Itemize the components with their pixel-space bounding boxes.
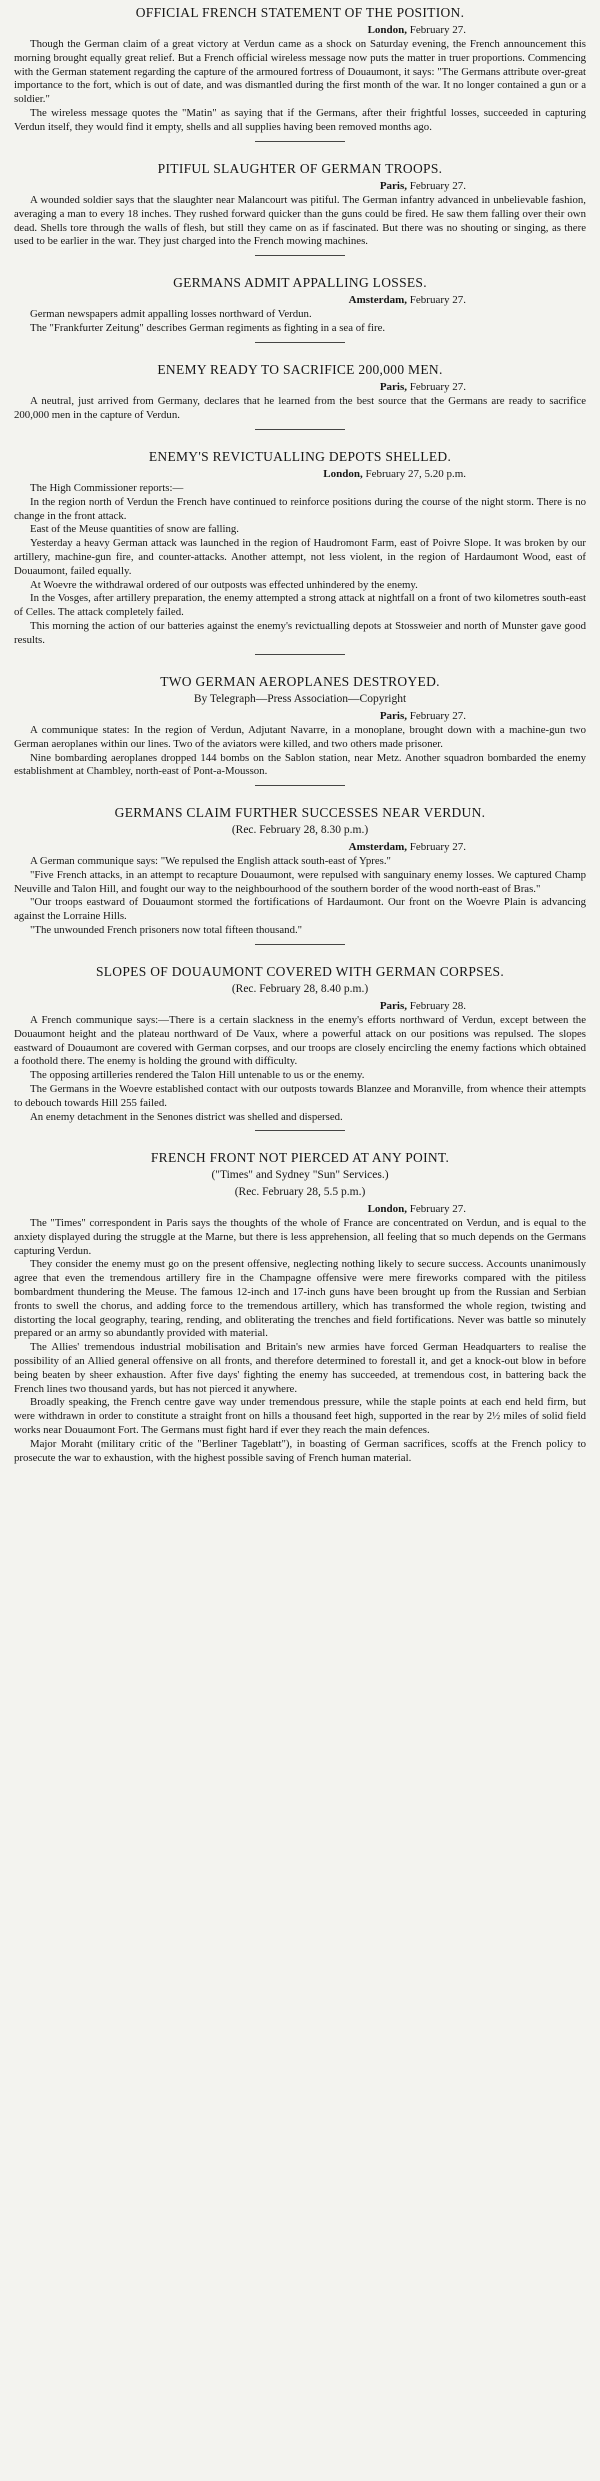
article [0,448,600,655]
article-paragraph: East of the Meuse quantities of snow are falling. [30,523,239,536]
separator-rule [255,429,345,430]
dateline [14,708,586,724]
article-paragraph: Major Moraht (military critic of the "Berliner Tageblatt"), in boasting of German sacrifices, scoffs at the French policy to prosecute the war to exhaustion, with the highest possible saving of French human material. [14,1437,586,1464]
dateline-city: Paris, [379,1000,408,1012]
dateline-date: February 28. [409,1000,466,1012]
article-headline: OFFICIAL FRENCH STATEMENT OF THE POSITION. [135,5,465,20]
dateline-date: February 27, 5.20 p.m. [365,468,466,480]
dateline-city: Paris, [379,180,408,192]
article-headline: PITIFUL SLAUGHTER OF GERMAN TROOPS. [157,161,443,176]
article-paragraph: Broadly speaking, the French centre gave way under tremendous pressure, while the staple points at each end held firm, but were withdrawn in order to constitute a straight front on hills a thousand feet high, supported in the rear by 2½ miles of solid field works near Douaumont Fort. The Germans must fight hard if ever they reach the main defences. [14,1396,586,1436]
article-paragraph: The wireless message quotes the "Matin" as saying that if the Germans, after their frightful losses, succeeded in capturing Verdun itself, they would find it empty, shells and all supplies having been removed months ago. [14,106,586,133]
article-paragraph: In the region north of Verdun the French have continued to reinforce positions during the course of the night storm. There is no change in the front attack. [14,495,586,522]
dateline-city: Amsterdam, [348,294,408,306]
article-headline: FRENCH FRONT NOT PIERCED AT ANY POINT. [150,1150,450,1165]
dateline [14,292,586,308]
dateline [14,1201,586,1217]
article-paragraph: They consider the enemy must go on the present offensive, neglecting nothing likely to secure success. Accounts unanimously agree that even the tremendous artillery fire in the Champagne offensive were mere fireworks compared with the pitiless bombardment thundering the Meuse. The famous 12-inch and 17-inch guns have been brought up from the Russian and Serbian fronts to swell the chorus, and adding force to the tremendous artillery, which has transformed the whole region, twisting and distorting the local geography, tearing, rending, and obliterating the trenches and field fortifications. Never was battle so minutely prepared or an army so abundantly provided with material. [14,1258,586,1340]
article-headline: GERMANS ADMIT APPALLING LOSSES. [173,275,427,290]
dateline [14,178,586,194]
separator-rule [255,1130,345,1131]
dateline-city: Amsterdam, [348,841,408,853]
dateline-date: February 27. [409,24,466,36]
separator-rule [255,141,345,142]
article-paragraph: A communique states: In the region of Verdun, Adjutant Navarre, in a monoplane, brought down with a machine-gun two German aeroplanes within our lines. Two of the aviators were killed, and two others made prisoner. [14,724,586,750]
dateline-date: February 27. [409,180,466,192]
separator-rule [255,255,345,256]
article-paragraph: "Five French attacks, in an attempt to recapture Douaumont, were repulsed with sanguinary enemy losses. We captured Champ Neuville and Talon Hill, and fought our way to the neighbourhood of the southern border of the wood north-east of Bras." [14,868,586,895]
article [0,963,600,1131]
dateline-city: London, [367,24,408,36]
article-paragraph: Nine bombarding aeroplanes dropped 144 bombs on the Sablon station, near Metz. Another squadron bombarded the enemy establishment at Chambley, north-east of Pont-a-Mousson. [14,751,586,778]
dateline-date: February 27. [409,294,466,306]
received-note: (Rec. February 28, 5.5 p.m.) [234,1186,366,1198]
article [0,673,600,786]
article-paragraph: An enemy detachment in the Senones district was shelled and dispersed. [30,1110,343,1123]
article-paragraph: Yesterday a heavy German attack was launched in the region of Haudromont Farm, east of Poivre Slope. It was broken by our artillery, machine-gun fire, and counter-attacks. Another attempt, not less violent, in the region of Hardaumont Wood, east of Douaumont, failed equally. [14,537,586,577]
separator-rule [255,654,345,655]
dateline [14,998,586,1014]
article-headline: GERMANS CLAIM FURTHER SUCCESSES NEAR VERDUN. [114,805,486,820]
article-paragraph: The Germans in the Woevre established contact with our outposts towards Blanzee and Moranville, from whence their attempts to debouch towards Hill 255 failed. [14,1082,586,1109]
article-paragraph: The "Times" correspondent in Paris says the thoughts of the whole of France are concentrated on Verdun, and is equal to the anxiety displayed during the struggle at the Marne, but there is less apprehension, all feeling that so much depends on the Germans capturing Verdun. [14,1217,586,1257]
dateline [14,379,586,395]
received-note: (Rec. February 28, 8.30 p.m.) [231,824,369,836]
article-paragraph: In the Vosges, after artillery preparation, the enemy attempted a strong attack at nightfall on a front of two kilometres south-east of Celles. The attack completely failed. [14,592,586,619]
article-paragraph: A wounded soldier says that the slaughter near Malancourt was pitiful. The German infantry advanced in unbelievable fashion, averaging a man to every 18 inches. They rushed forward quicker than the guns could be fired. He saw them falling over their own dead. Shells tore through the walls of flesh, but still they came on as if fascinated. But there was no shouting or singing, as there used to be earlier in the war. They just charged into the French mowing machines. [14,194,586,248]
dateline-city: London, [323,468,363,480]
dateline-city: London, [367,1203,408,1215]
article-paragraph: The "Frankfurter Zeitung" describes German regiments as fighting in a sea of fire. [30,321,386,334]
dateline [14,466,586,482]
dateline [14,839,586,855]
separator-rule [255,342,345,343]
article-paragraph: The opposing artilleries rendered the Talon Hill untenable to us or the enemy. [30,1069,365,1082]
article-paragraph: At Woevre the withdrawal ordered of our outposts was effected unhindered by the enemy. [30,578,418,591]
article [0,361,600,430]
separator-rule [255,785,345,786]
article-paragraph: A French communique says:—There is a certain slackness in the enemy's efforts northward of Verdun, except between the Douaumont height and the plateau northward of De Vaux, where a powerful attack on our positions was repulsed. The slopes eastward of Douaumont are covered with German corpses, and our troops are closely encircling the enemy factions which obtained a foothold there. The enemy is holding the ground with difficulty. [14,1014,586,1068]
article-headline: TWO GERMAN AEROPLANES DESTROYED. [160,674,440,689]
article-headline: ENEMY'S REVICTUALLING DEPOTS SHELLED. [148,449,452,464]
article-paragraph: "Our troops eastward of Douaumont stormed the fortifications of Hardaumont. Our front on the Woevre Plain is advancing against the Lorraine Hills. [14,896,586,923]
article [0,1149,600,1465]
dateline [14,22,586,38]
article [0,274,600,343]
dateline-date: February 27. [409,381,466,393]
article-byline: By Telegraph—Press Association—Copyright [193,693,407,705]
separator-rule [255,944,345,945]
article-paragraph: A neutral, just arrived from Germany, declares that he learned from the best source that the Germans are ready to sacrifice 200,000 men in the capture of Verdun. [14,395,586,421]
article-headline: ENEMY READY TO SACRIFICE 200,000 MEN. [157,362,443,377]
article-byline: ("Times" and Sydney "Sun" Services.) [211,1169,389,1181]
article [0,160,600,256]
article [0,4,600,142]
article-paragraph: The High Commissioner reports:— [30,482,184,494]
dateline-date: February 27. [409,710,466,722]
article-paragraph: This morning the action of our batteries against the enemy's revictualling depots at Stossweier and north of Munster gave good results. [14,619,586,646]
article-paragraph: "The unwounded French prisoners now total fifteen thousand." [30,923,303,936]
article-paragraph: A German communique says: "We repulsed the English attack south-east of Ypres." [30,855,391,867]
dateline-date: February 27. [409,1203,466,1215]
received-note: (Rec. February 28, 8.40 p.m.) [231,983,369,995]
article-paragraph: German newspapers admit appalling losses northward of Verdun. [30,308,312,320]
dateline-date: February 27. [409,841,466,853]
article-paragraph: Though the German claim of a great victory at Verdun came as a shock on Saturday evening, the French announcement this morning brought equally great relief. But a French official wireless message now puts the matter in truer proportions. Commencing with the German statement regarding the capture of the armoured fortress of Douaumont, it says: "The Germans attribute over-great importance to the fort, which is out of date, and was dismantled during the first month of the war. It no longer contained a gun or a soldier." [14,38,586,106]
article-paragraph: The Allies' tremendous industrial mobilisation and Britain's new armies have forced German Headquarters to realise the possibility of an Allied general offensive on all fronts, and therefore determined to forestall it, and get a knock-out blow in before being beaten by sheer exhaustion. After five days' fighting the enemy has succeeded, at tremendous cost, in battering back the French lines two thousand yards, but has not pierced it anywhere. [14,1341,586,1395]
article-headline: SLOPES OF DOUAUMONT COVERED WITH GERMAN CORPSES. [95,964,505,979]
dateline-city: Paris, [379,710,408,722]
article [0,804,600,945]
dateline-city: Paris, [379,381,408,393]
